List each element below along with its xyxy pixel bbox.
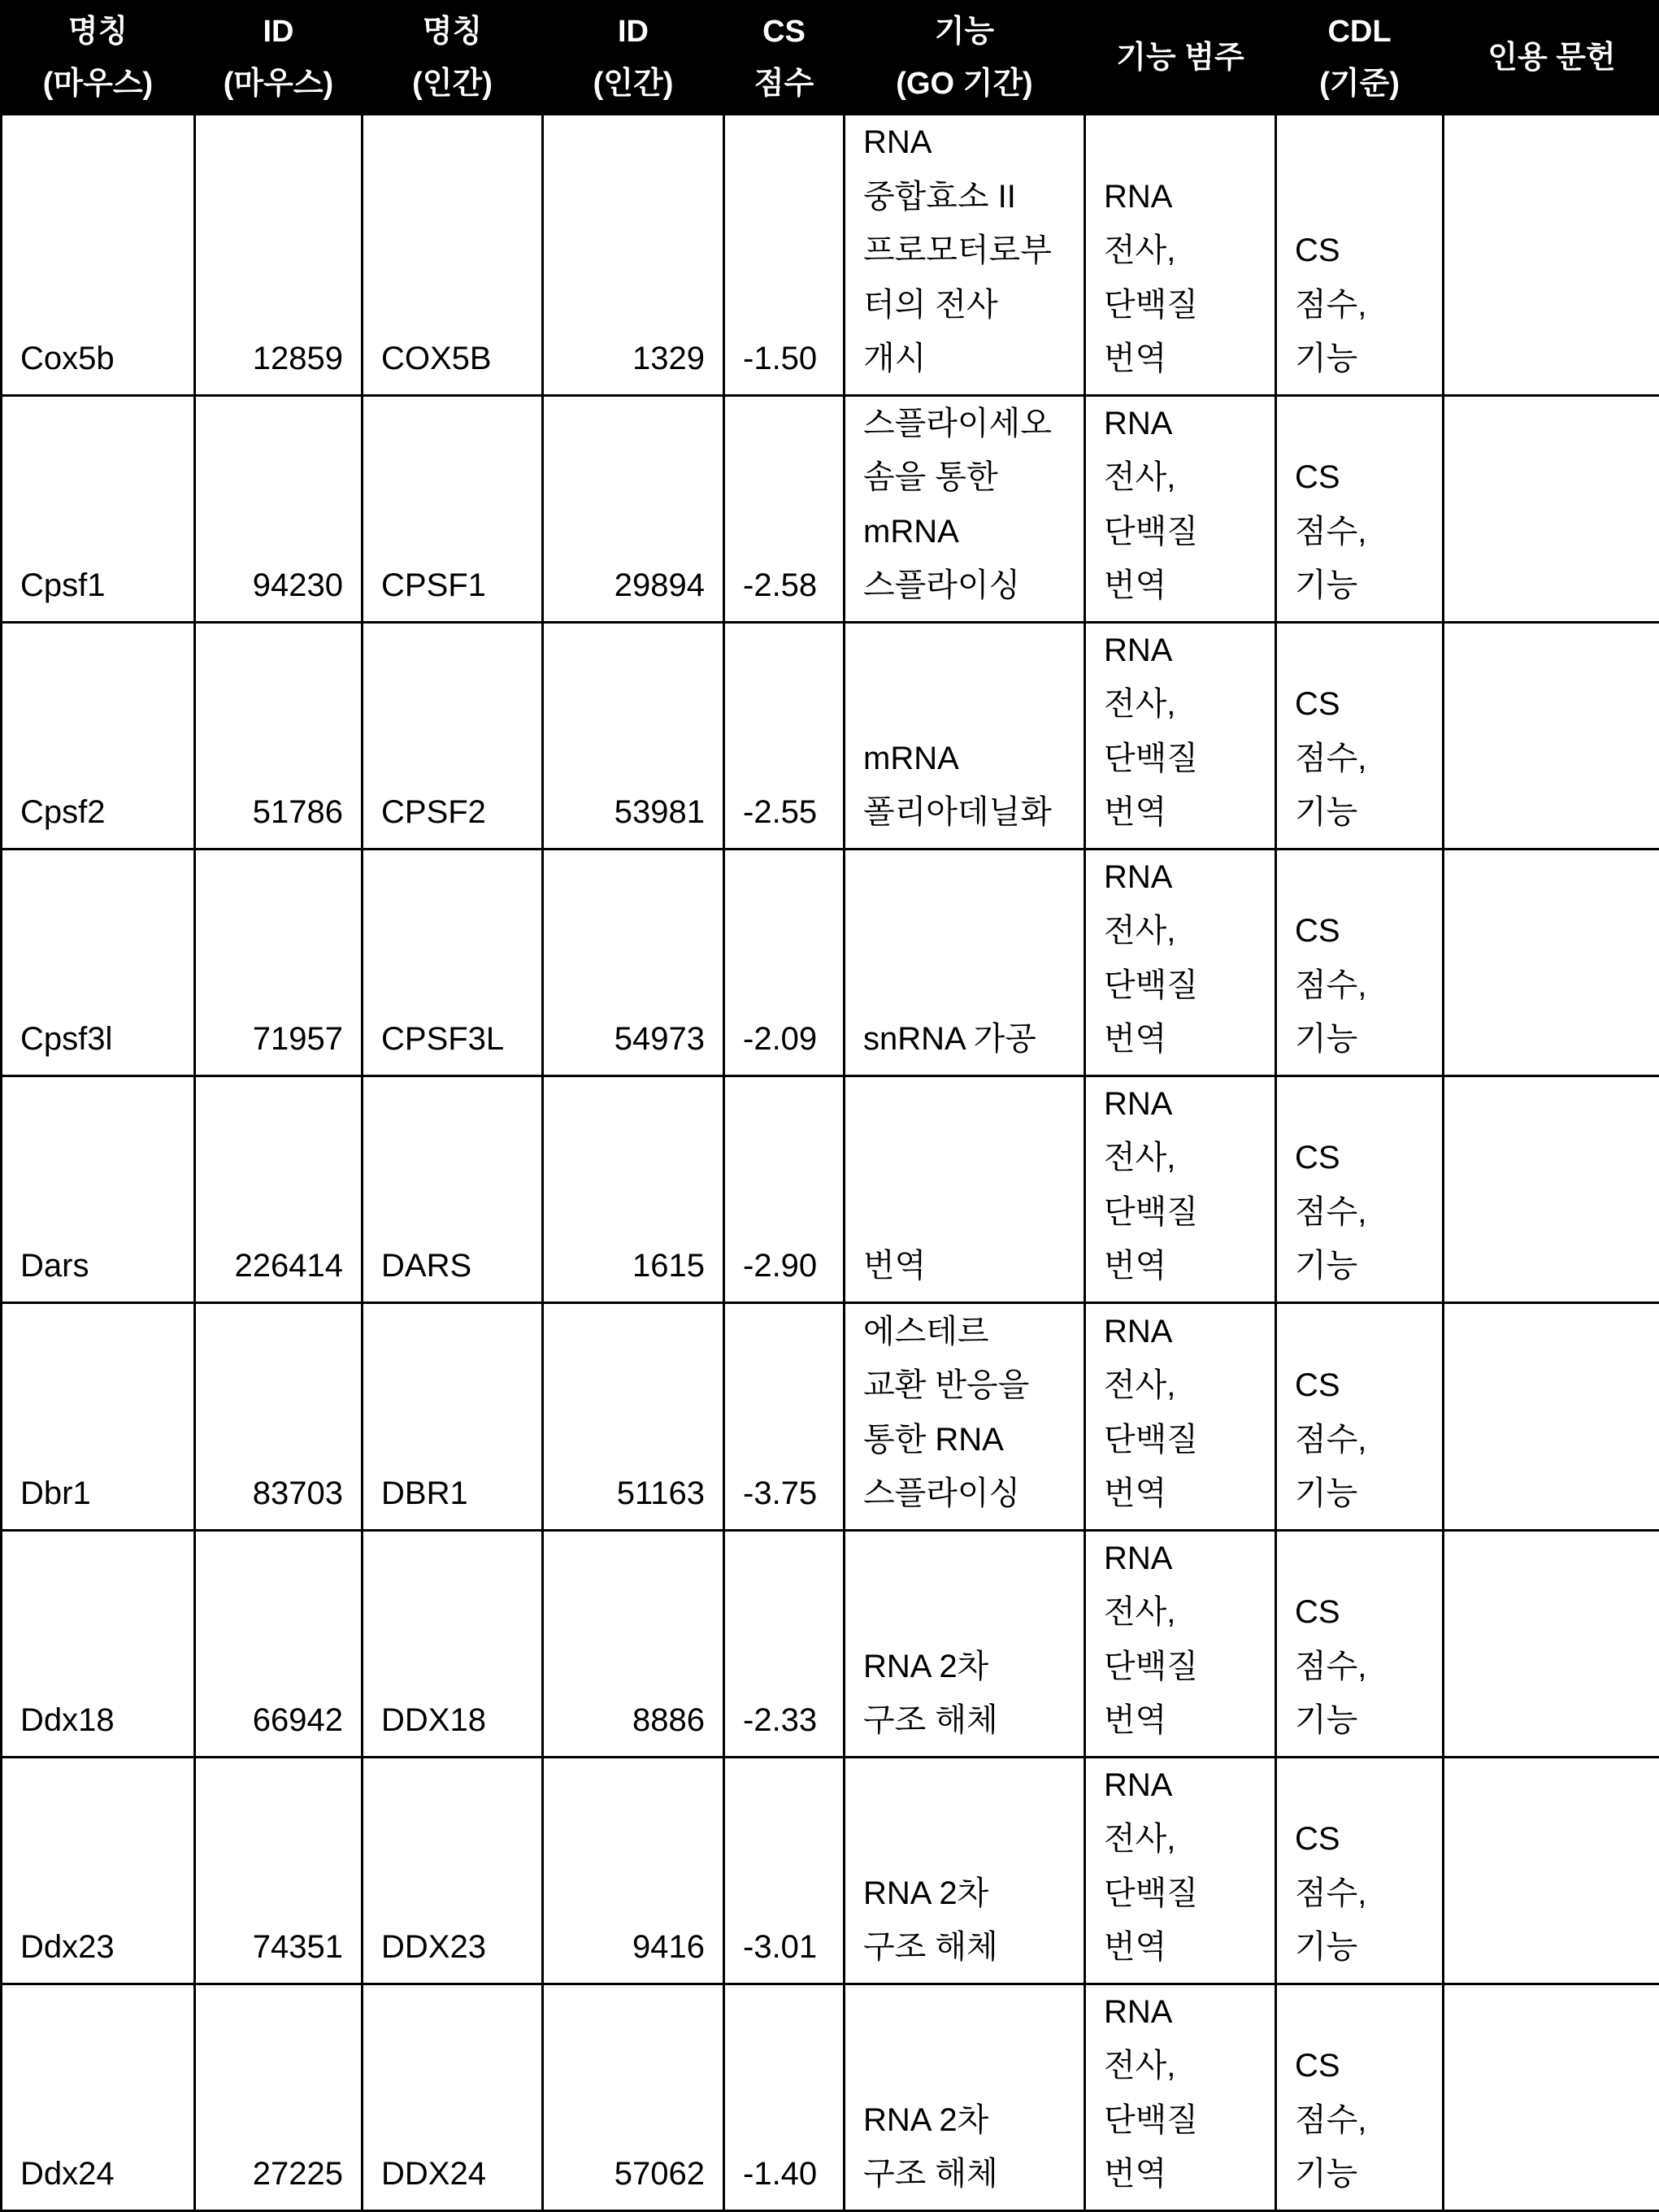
table-row [2,395,1659,622]
cell-function-go: snRNA 가공 [845,849,1085,1076]
header-mouse-name: 명칭 (마우스) [2,2,195,115]
cell-human-name: DBR1 [363,1302,543,1530]
cell-mouse-id: 94230 [195,395,363,622]
cell-mouse-name: Cpsf2 [2,622,195,849]
cell-mouse-name: Cox5b [2,115,195,396]
cell-human-id: 9416 [543,1757,724,1984]
cell-function-category: RNA 전사, 단백질 번역 [1085,1076,1276,1302]
cell-human-id: 57062 [543,1984,724,2210]
table-row [2,622,1659,849]
cell-function-category: RNA 전사, 단백질 번역 [1085,1757,1276,1984]
cell-references [1444,395,1659,622]
cell-mouse-name: Cpsf3l [2,849,195,1076]
cell-cdl-basis: CS 점수, 기능 [1276,115,1444,396]
cell-references [1444,1984,1659,2210]
header-row [2,2,1659,115]
header-references: 인용 문헌 [1444,2,1659,115]
table-body [2,115,1659,2211]
cell-function-go: 스플라이세오 솜을 통한 mRNA 스플라이싱 [845,395,1085,622]
cell-human-name: DDX24 [363,1984,543,2210]
cell-references [1444,622,1659,849]
cell-references [1444,1530,1659,1757]
header-function-category: 기능 범주 [1085,2,1276,115]
cell-function-category: RNA 전사, 단백질 번역 [1085,849,1276,1076]
cell-cs-score: -2.90 [724,1076,845,1302]
cell-references [1444,849,1659,1076]
cell-human-name: CPSF1 [363,395,543,622]
cell-human-id: 1329 [543,115,724,396]
cell-human-id: 1615 [543,1076,724,1302]
header-cdl-basis: CDL (기준) [1276,2,1444,115]
cell-function-category: RNA 전사, 단백질 번역 [1085,1530,1276,1757]
cell-references [1444,1302,1659,1530]
cell-cs-score: -2.33 [724,1530,845,1757]
cell-cs-score: -2.58 [724,395,845,622]
cell-function-category: RNA 전사, 단백질 번역 [1085,1302,1276,1530]
cell-function-category: RNA 전사, 단백질 번역 [1085,1984,1276,2210]
cell-human-name: CPSF3L [363,849,543,1076]
cell-cs-score: -2.09 [724,849,845,1076]
cell-cdl-basis: CS 점수, 기능 [1276,1757,1444,1984]
table-row [2,115,1659,396]
cell-function-category: RNA 전사, 단백질 번역 [1085,395,1276,622]
table-row [2,849,1659,1076]
cell-human-id: 29894 [543,395,724,622]
cell-cs-score: -1.50 [724,115,845,396]
cell-cdl-basis: CS 점수, 기능 [1276,849,1444,1076]
header-mouse-id: ID (마우스) [195,2,363,115]
table-row [2,1757,1659,1984]
table-header [2,2,1659,115]
cell-cs-score: -3.75 [724,1302,845,1530]
cell-cdl-basis: CS 점수, 기능 [1276,622,1444,849]
cell-cdl-basis: CS 점수, 기능 [1276,1530,1444,1757]
cell-cs-score: -1.40 [724,1984,845,2210]
cell-mouse-id: 12859 [195,115,363,396]
cell-mouse-id: 74351 [195,1757,363,1984]
header-cs-score: CS 점수 [724,2,845,115]
cell-function-category: RNA 전사, 단백질 번역 [1085,115,1276,396]
header-function-go: 기능 (GO 기간) [845,2,1085,115]
cell-mouse-name: Ddx18 [2,1530,195,1757]
cell-mouse-id: 71957 [195,849,363,1076]
cell-function-go: RNA 2차 구조 해체 [845,1757,1085,1984]
cell-human-id: 51163 [543,1302,724,1530]
cell-mouse-id: 66942 [195,1530,363,1757]
cell-function-go: 에스테르 교환 반응을 통한 RNA 스플라이싱 [845,1302,1085,1530]
cell-cdl-basis: CS 점수, 기능 [1276,1302,1444,1530]
cell-mouse-id: 83703 [195,1302,363,1530]
cell-human-name: CPSF2 [363,622,543,849]
cell-human-id: 53981 [543,622,724,849]
cell-function-go: 번역 [845,1076,1085,1302]
cell-cdl-basis: CS 점수, 기능 [1276,1076,1444,1302]
cell-mouse-name: Ddx23 [2,1757,195,1984]
cell-mouse-name: Cpsf1 [2,395,195,622]
cell-mouse-name: Dbr1 [2,1302,195,1530]
cell-mouse-id: 51786 [195,622,363,849]
cell-mouse-name: Dars [2,1076,195,1302]
cell-cdl-basis: CS 점수, 기능 [1276,395,1444,622]
header-human-id: ID (인간) [543,2,724,115]
cell-mouse-id: 226414 [195,1076,363,1302]
cell-cs-score: -3.01 [724,1757,845,1984]
table-row [2,1530,1659,1757]
cell-human-name: DDX23 [363,1757,543,1984]
cell-human-name: DARS [363,1076,543,1302]
table-row [2,1076,1659,1302]
cell-mouse-name: Ddx24 [2,1984,195,2210]
cell-function-go: RNA 중합효소 II 프로모터로부 터의 전사 개시 [845,115,1085,396]
cell-cs-score: -2.55 [724,622,845,849]
table-row [2,1984,1659,2210]
cell-human-id: 8886 [543,1530,724,1757]
cell-human-id: 54973 [543,849,724,1076]
header-human-name: 명칭 (인간) [363,2,543,115]
cell-human-name: COX5B [363,115,543,396]
cell-references [1444,115,1659,396]
cell-function-go: RNA 2차 구조 해체 [845,1530,1085,1757]
table-row [2,1302,1659,1530]
cell-function-go: RNA 2차 구조 해체 [845,1984,1085,2210]
cell-references [1444,1757,1659,1984]
cell-function-category: RNA 전사, 단백질 번역 [1085,622,1276,849]
cell-human-name: DDX18 [363,1530,543,1757]
cell-cdl-basis: CS 점수, 기능 [1276,1984,1444,2210]
cell-function-go: mRNA 폴리아데닐화 [845,622,1085,849]
cell-mouse-id: 27225 [195,1984,363,2210]
cell-references [1444,1076,1659,1302]
